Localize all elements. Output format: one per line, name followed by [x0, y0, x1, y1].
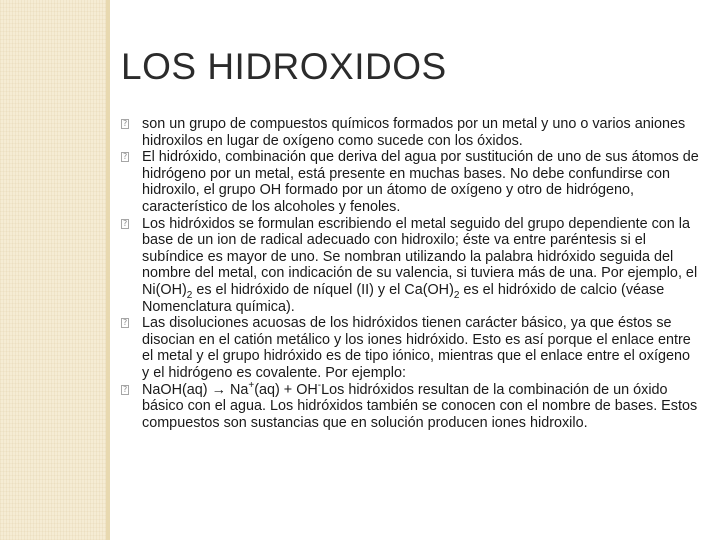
bullet-text-part: es el hidróxido de níquel (II) y el Ca(OH): [192, 281, 454, 298]
subscript: 2: [453, 289, 460, 301]
bullet-item: [121, 116, 701, 149]
bullet-text: [142, 216, 697, 315]
bullet-text: [142, 379, 698, 431]
bullet-text-part: NaOH(aq) → Na: [142, 381, 249, 398]
bullet-text-part: (aq) + OH: [254, 381, 318, 398]
decorative-divider: [106, 0, 110, 540]
bullet-icon: [121, 219, 129, 229]
bullet-text-part: Los hidróxidos resultan de la combinación de un óxido básico con el agua. Los hidróxidos también se conocen con el nombre de bases. Estos compuestos son sustancias que en solución producen iones hidroxilo.: [142, 381, 698, 431]
bullet-text: son un grupo de compuestos químicos formados por un metal y uno o varios aniones hidroxilos en lugar de oxígeno como sucede con los óxidos.: [142, 116, 686, 149]
bullet-text: Las disoluciones acuosas de los hidróxidos tienen carácter básico, ya que éstos se disocian en el catión metálico y los iones hidróxido. Esto es así porque el enlace entre el metal y el grupo hidróxido es de tipo iónico, mientras que el enlace entre el oxígeno y el hidrógeno es covalente. Por ejemplo:: [142, 315, 691, 381]
bullet-text-part: Los hidróxidos se formulan escribiendo el metal seguido del grupo dependiente con la base de un ion de radical adecuado con hidroxilo; éste va entre paréntesis si el subíndice es mayor de uno. Se nombran utilizando la palabra hidróxido seguida del nombre del metal, con indicación de su valencia, si tuviera más de una. Por ejemplo, el Ni(OH): [142, 215, 698, 298]
bullet-text-part: es el hidróxido de calcio (véase Nomenclatura química).: [142, 281, 665, 315]
bullet-icon: [121, 385, 129, 395]
bullet-icon: [121, 152, 129, 162]
bullet-item: [121, 315, 701, 381]
bullet-icon: [121, 119, 129, 129]
subscript: 2: [186, 289, 193, 301]
bullet-item: [121, 379, 701, 432]
superscript: +: [248, 379, 255, 391]
bullet-list: [121, 116, 701, 431]
bullet-text: El hidróxido, combinación que deriva del agua por sustitución de uno de sus átomos de hidrógeno por un metal, está presente en muchas bases. No debe confundirse con hidroxilo, el grupo OH formado por un átomo de oxígeno y otro de hidrógeno, característico de los alcoholes y fenoles.: [142, 149, 699, 215]
slide-title: LOS HIDROXIDOS: [121, 46, 447, 87]
bullet-icon: [121, 318, 129, 328]
superscript: -: [317, 379, 322, 391]
bullet-item: [121, 149, 701, 215]
bullet-item: [121, 216, 701, 316]
decorative-side-panel: [0, 0, 106, 540]
